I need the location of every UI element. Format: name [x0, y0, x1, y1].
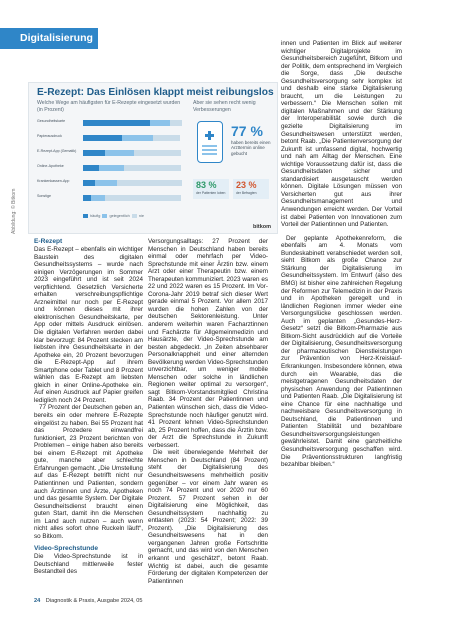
legend-label-3: nie [138, 214, 144, 218]
paragraph: Versorgungsalltags: 27 Prozent der Menschen in Deutschland haben bereits einmal oder mehrfach per Video-Sprechstunde mit einer Ärztin bzw. einem Arzt oder einer Therapeutin bzw. einem Therapeuten kommuniziert. 2023 waren es 22 und 2022 waren es 15 Prozent. Im Vor-Corona-Jahr 2019 betraf sich dieser Wert gerade einmal 5 Prozent. Vor allem 2017 wurden die hohen Zahlen von der deutschen Sektorenleistung. Unter anderem weiterhin waren Facharztinnen und Fachärzte für Allgemeinmedizin und Hausärzte, der Video-Sprechstunde am besten abgedeckt. „In Zeiten absehbarer Personalknappheit und einer alternden Bevölkerung werden Video-Sprechstunden unverzichtbar, um weniger mobile Menschen oder solche in ländlichen Regionen weiter optimal zu versorgen“, sagt Bitkom-Vorstandsmitglied Christina Raab. 34 Prozent der Patientinnen und Patienten wünschen sich, dass die Video-Sprechstunde noch häufiger genutzt wird. 41 Prozent lehnen Video-Sprechstunden ab, 25 Prozent hoffen, dass die Ärztin bzw. der Arzt die Sprechstunde in Zukunft verbessert. [148, 238, 268, 449]
bar-row [37, 194, 187, 203]
bar-segment [99, 165, 124, 171]
erezept-infographic [28, 82, 278, 234]
stat-box-text: der Befragten [236, 191, 257, 195]
paragraph: innen und Patienten im Blick auf weiterer wichtiger Digitalprojekte im Gesundheitsbereich zugeführt, Bitkom und der Politik, dem entsprechend im Vergleich die Sorge, dass „Die deutsche Gesundheitsversorgung sehr komplex ist und deshalb eine starke Digitalisierung braucht, um die Leistungen zu verbessern.“ Die Menschen sollen mit digitalen Maßnahmen und der Stärkung der Interoperabilität sowie durch die gezielte Digitalisierung im Gesundheitswesen unterstützt werden, betont Raab. „Die Patientenversorgung der Zukunft ist umfassend digital, hochwertig und nah am Alltag der Menschen. Eine wichtige Voraussetzung dafür ist, dass die Gesundheitsdaten sicher und standardisiert ausgetauscht werden können. Digitale Lösungen müssen von Versicherten gut aus ihrer Gesundheitsmanagement und Anwendungen erreicht werden. Der Vorteil ist dabei Patienten von Innovationen zum Vorteil der Patientinnen und Patienten. [281, 40, 402, 229]
bar-segment [83, 150, 105, 156]
smartphone-icon [197, 121, 223, 163]
text-column-3 [281, 40, 402, 469]
infographic-right-subtitle: Aber sie sehen recht wenig Verbesserungen [193, 100, 256, 113]
stat-box-text: der Patienten loben [196, 191, 226, 195]
bar-segment [95, 180, 117, 186]
heading-erezept: E-Rezept [34, 238, 63, 245]
bar-segment [117, 180, 182, 186]
bar-track [83, 180, 181, 186]
bitkom-logo: bitkom [252, 224, 271, 230]
bar-label: E-Rezept-App (Gematik) [37, 149, 77, 153]
footer-text: Diagnostik & Praxis, Ausgabe 2024, 05 [45, 598, 143, 604]
page-footer [34, 598, 143, 604]
paragraph: 77 Prozent der Deutschen geben an, bereits ein oder mehrere E-Rezepte eingelöst zu haben. Bei 55 Prozent hat das Prozedere einwandfrei funktioniert, 23 Prozent berichten von Problemen – einige haben also bereits bei einem E-Rezept mit Apotheke gute, manche aber schlechte Erfahrungen gemacht. „Die Umstellung auf das E-Rezept betrifft nicht nur Patientinnen und Patienten, sondern auch Ärztinnen und Ärzte, Apotheken und das gesamte System. Der Digitale Gesundheitsdienst braucht einen guten Start, damit ihn die Menschen im Land auch nutzen – auch wenn nicht alles sofort ohne Ruckeln läuft“, so Bitkom. [34, 404, 143, 540]
bar-row [37, 119, 187, 128]
infographic-left-subtitle: Welche Wege am häufigsten für E-Rezepte eingesetzt wurden (in Prozent) [37, 100, 181, 113]
bar-segment [153, 135, 180, 141]
legend-swatch-3 [132, 214, 137, 218]
bar-row [37, 179, 187, 188]
infographic-title: E-Rezept: Das Einlösen klappt meist reibungslos [37, 87, 274, 98]
heading-video-sprechstunde: Video-Sprechstunde [34, 545, 98, 553]
bar-segment [83, 195, 91, 201]
stat-box-value: 83 % [196, 180, 217, 190]
bar-track [83, 195, 181, 201]
bar-label: Online-Apotheke [37, 164, 64, 168]
bar-segment [150, 120, 170, 126]
paragraph: Die weit überwiegende Mehrheit der Menschen in Deutschland (84 Prozent) steht der Digitalisierung des Gesundheitswesens mehrheitlich positiv gegenüber – vor einem Jahr waren es noch 74 Prozent und vor 2020 nur 60 Prozent. 57 Prozent sehen in der Digitalisierung eine Möglichkeit, das Gesundheitssystem nachhaltig zu entlasten (2023: 54 Prozent; 2022: 39 Prozent). „Die Digitalisierung des Gesundheitswesens hat in den vergangenen Jahren große Fortschritte gemacht, und das wird von den Menschen erkannt und geschätzt“, betont Raab. Wichtig ist dabei, auch die gesamte Förderung der digitalen Kompetenzen der Patientinnen [148, 449, 268, 585]
legend-swatch-1 [83, 214, 88, 218]
bar-row [37, 164, 187, 173]
bar-label: Krankenkassen-App [37, 179, 70, 183]
bar-segment [105, 195, 181, 201]
phone-line [202, 149, 217, 151]
medical-cross-icon [205, 131, 214, 140]
bar-label: Papierausdruck [37, 134, 62, 138]
bar-segment [105, 150, 134, 156]
bar-segment [124, 165, 181, 171]
bar-track [83, 150, 181, 156]
stat-box-1 [193, 179, 229, 199]
legend-label-1: häufig [90, 214, 101, 218]
bar-segment [83, 120, 150, 126]
chart-legend [83, 214, 144, 218]
bar-segment [83, 165, 99, 171]
bar-track [83, 135, 181, 141]
bar-segment [83, 135, 122, 141]
legend-swatch-2 [102, 214, 107, 218]
text-column-1 [34, 238, 143, 576]
bar-segment [170, 120, 182, 126]
bar-segment [83, 180, 95, 186]
bar-segment [134, 150, 181, 156]
bar-label: Sonstige [37, 194, 51, 198]
page-number: 24 [34, 598, 41, 604]
stat-box-2 [233, 179, 269, 199]
stat-box-value: 23 % [236, 180, 257, 190]
paragraph: Das E-Rezept – ebenfalls ein wichtiger Baustein des digitalen Gesundheitssystems – wurde nach einigen Verzögerungen im Sommer 2023 eingeführt und ist seit 2024 verpflichtend. Gesetzlich Versicherte erhalten verschreibungspflichtige Arzneimittel nur noch per E-Rezept und können dieses mit ihrer elektronischen Gesundheitskarte, per App oder mittels Ausdruck einlösen. Die digitalen Verfahren werden dabei klar bevorzugt: 84 Prozent stecken am liebsten ihre Gesundheitskarte in der Apotheke ein, 20 Prozent bevorzugen die E-Rezept-App auf ihrem Smartphone oder Tablet und 8 Prozent wählen das E-Rezept am liebsten gleich in einer Online-Apotheke ein. Auf einen Ausdruck auf Papier greifen lediglich noch 24 Prozent. [34, 246, 143, 404]
text-column-2 [148, 238, 268, 585]
bar-segment [91, 195, 105, 201]
bar-chart [37, 115, 187, 225]
phone-line [202, 145, 217, 147]
bar-track [83, 165, 181, 171]
bar-label: Gesundheitskarte [37, 119, 66, 123]
image-credit: Abbildung: © Bitkom [11, 188, 17, 234]
paragraph: Der geplante Apothekenreform, die ebenfalls am 4. Monats vom Bundeskabinett verabschiedet werden soll, sieht Bitkom als große Chance zur Stärkung der Digitalisierung im Gesundheitssystem. Im Entwurf (also des BMG) ist bisher eine zahlreichen Regelung der Reformen zur Telemedizin in der Praxis und in Apotheken geregelt und in ländlichen Regionen immer wieder eine Versorgungslücke geschlossen werden. Auch im geplanten „Gesundes-Herz-Gesetz“ setzt die Bitkom-Pharmazie aus Bitkom-Sicht ausdrücklich auf die Vorteile der Digitalisierung, Gesundheitsversorgung der pharmazeutischen Dienstleistungen zur Prävention von Herz-Kreislauf-Erkrankungen. Insbesondere können, etwa durch ein Wearable, das die meistgetragenen Gesundheitsdaten der physischen Anwendung der Patientinnen und Patienten Raab. „Die Digitalisierung ist eine Chance für eine nachhaltige und nachweisbare Gesundheitsversorgung in Deutschland, die Patientinnen und Patienten Stabilität und bezahlbare Gesundheitsversorgungsleistungen gewährleistet. Damit eine ganzheitliche Gesundheitsversorgung geschaffen wird. Die Präventionsstrukturen langfristig bezahlbar bleiben.“ [281, 234, 402, 469]
bar-track [83, 120, 181, 126]
stat-main-text: haben bereits einen Arzttermin online gebucht [231, 140, 271, 156]
phone-line [202, 153, 217, 155]
bar-segment [122, 135, 153, 141]
stat-main-value: 77 % [231, 123, 263, 139]
paragraph: Die Video-Sprechstunde ist in Deutschland mittlerweile fester Bestandteil des [34, 553, 143, 576]
section-tab: Digitalisierung [0, 28, 98, 49]
bar-row [37, 149, 187, 158]
bar-row [37, 134, 187, 143]
legend-label-2: gelegentlich [109, 214, 130, 218]
